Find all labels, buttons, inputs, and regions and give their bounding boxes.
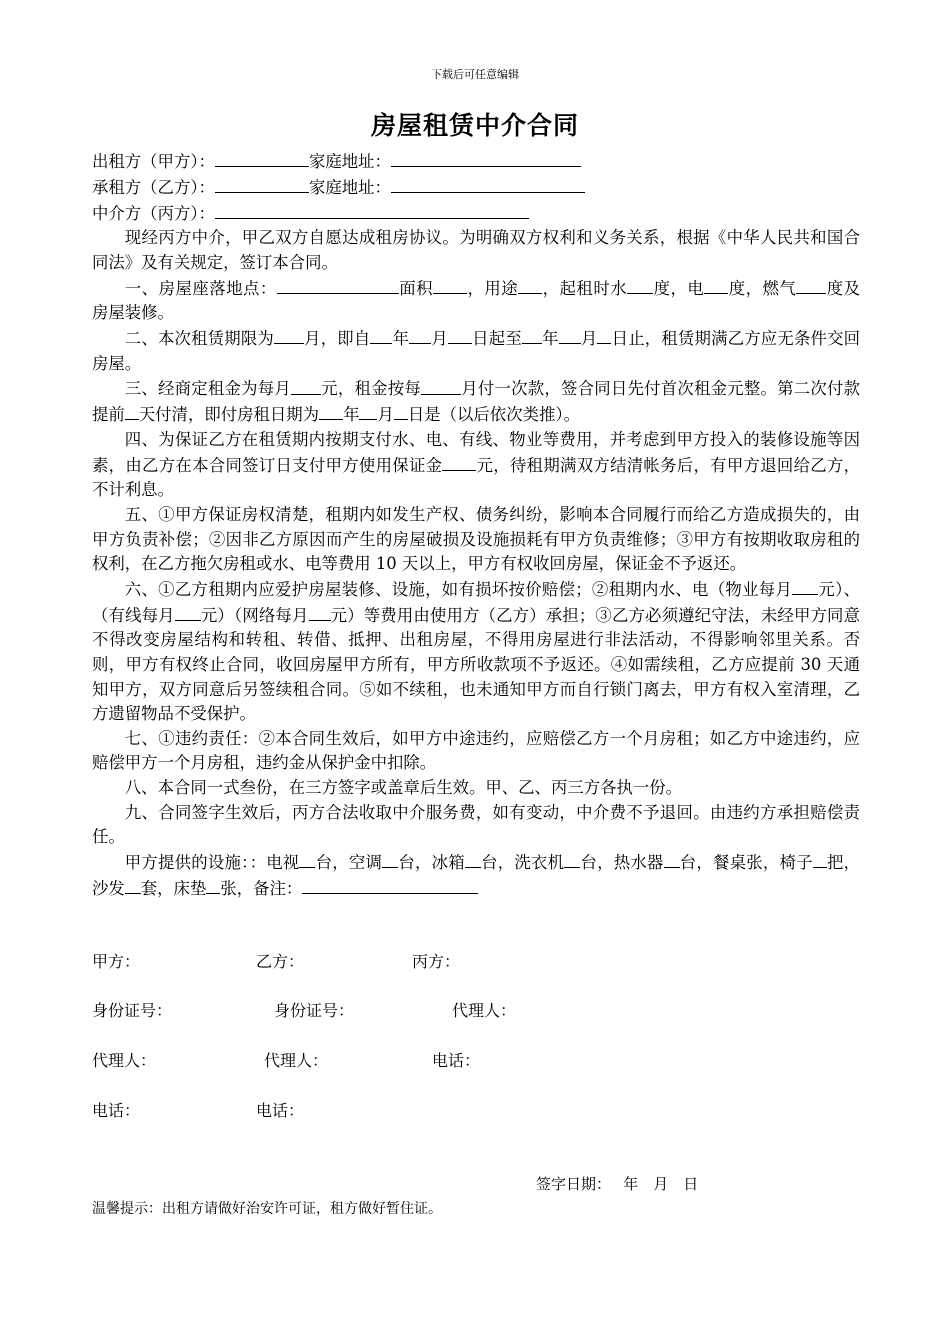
lessor-address-blank [391, 149, 581, 167]
pay-day-blank [394, 402, 408, 420]
facilities-paragraph [92, 850, 860, 902]
clause-3-text: 年 [343, 405, 360, 425]
clause-2-text: 年 [541, 329, 559, 349]
clause-1-text: 一、房屋座落地点： [124, 278, 277, 298]
clause-2-text: 二、本次租赁期限为 [124, 329, 274, 349]
term-months-blank [274, 326, 304, 344]
rent-amount-blank [291, 376, 321, 394]
header-note: 下载后可任意编辑 [431, 68, 519, 81]
clause-2-text: 月 [580, 329, 598, 349]
agent-line [92, 201, 860, 227]
party-c-label: 丙方： [412, 952, 461, 971]
party-b-phone-label: 电话： [256, 1101, 305, 1120]
party-a-id-label: 身份证号： [92, 1001, 173, 1020]
tv-blank [299, 850, 315, 868]
clause-3-text: 月付一次款，签合同日先付首次租金元整。第二次付款提前 [92, 379, 861, 425]
party-c-agent-label: 代理人： [452, 1001, 517, 1020]
clause-2 [92, 326, 860, 376]
network-fee-blank [309, 603, 331, 621]
clause-3-text: 元，租金按每 [321, 379, 422, 399]
clause-1-text: 度及房屋装修。 [92, 278, 861, 323]
end-day-blank [597, 326, 611, 344]
clause-3-text: 三、经商定租金为每月 [124, 379, 292, 399]
start-day-blank [448, 326, 472, 344]
remarks-blank [302, 876, 478, 894]
clause-8: 八、本合同一式叁份，在三方签字或盖章后生效。甲、乙、丙三方各执一份。 [124, 778, 683, 798]
facilities-text: 甲方提供的设施：：电视 [124, 853, 300, 873]
water-blank [627, 276, 653, 294]
sofa-blank [125, 876, 141, 894]
facilities-text: 台，热水器 [580, 853, 664, 873]
clause-1-text: 度，燃气 [728, 278, 797, 298]
clause-2-text: 日止，租赁期满乙方应无条件交回房屋。 [92, 329, 861, 373]
clause-3-text: 日是（以后依次类推）。 [407, 405, 580, 425]
gas-blank [796, 276, 826, 294]
clause-5: 五、①甲方保证房权清楚，租期内如发生产权、债务纠纷，影响本合同履行而给乙方造成损失的，由甲方负责补偿；②因非乙方原因而产生的房屋破损及设施损耗有甲方负责维修；③甲方有按期收取房租的权利，在乙方拖欠房租或水、电等费用 10 天以上，甲方有权收回房屋，保证金不予返还。 [92, 505, 860, 574]
document-title: 房屋租赁中介合同 [370, 111, 579, 140]
party-a-phone-label: 电话： [92, 1101, 141, 1120]
lessor-address-label: 家庭地址： [308, 152, 391, 172]
facilities-text: 台，餐桌张，椅子 [679, 853, 813, 873]
lessee-address-blank [391, 175, 585, 193]
pay-month-blank [359, 402, 377, 420]
lessor-name-blank [215, 149, 309, 167]
clause-2-text: 年 [392, 329, 410, 349]
clause-2-text: 月，即自 [303, 329, 371, 349]
clause-1 [92, 276, 860, 326]
lessor-label: 出租方（甲方）： [92, 152, 215, 172]
party-c-phone-label: 电话： [432, 1051, 481, 1070]
facilities-text: 台，空调 [315, 853, 383, 873]
lessor-line [92, 149, 860, 175]
clause-6-text: 元）等费用由使用方（乙方）承担；③乙方必须遵纪守法，未经甲方同意不得改变房屋结构和转租、转借、抵押、出租房屋，不得用房屋进行非法活动，不得影响邻里关系。否则，甲方有权终止合同，收回房屋甲方所有，甲方所收款项不予返还。④如需续租，乙方应提前 30 天通知甲方，双方同意后另签续租合同。⑤如不续租，也未通知甲方而自行锁门离去，甲方有权入室清理，乙方遗留物品不受保护。 [92, 605, 860, 724]
clause-1-text: ，起租时水 [542, 278, 628, 298]
usage-blank [518, 276, 542, 294]
mattress-blank [206, 876, 220, 894]
facilities-text: 把，沙发 [92, 853, 861, 898]
facilities-text: 张，备注： [220, 878, 303, 898]
end-month-blank [559, 326, 581, 344]
area-blank [433, 276, 467, 294]
clause-4 [92, 428, 860, 503]
sign-date: 签字日期： 年 月 日 [536, 1175, 699, 1193]
cable-fee-blank [175, 603, 201, 621]
contract-body [92, 149, 860, 901]
payment-cycle-blank [421, 376, 461, 394]
clause-3-text: 月 [377, 405, 394, 425]
clause-7: 七、①违约责任：②本合同生效后，如甲方中途违约，应赔偿乙方一个月房租；如乙方中途违约，应赔偿甲方一个月房租，违约金从保护金中扣除。 [92, 728, 860, 773]
lessee-line [92, 175, 860, 201]
clause-4-text: 四、为保证乙方在租赁期内按期支付水、电、有线、物业等费用，并考虑到甲方投入的装修设施等因素，由乙方在本合同签订日支付甲方使用保证金 [92, 430, 860, 475]
facilities-text: 台，洗衣机 [480, 853, 565, 873]
clause-6-text: 元）（网络每月 [200, 605, 309, 625]
deposit-blank [442, 453, 476, 471]
warm-tip: 温馨提示：出租方请做好治安许可证，租方做好暂住证。 [92, 1201, 442, 1217]
party-b-id-label: 身份证号： [274, 1001, 355, 1020]
clause-6-text: 六、①乙方租期内应爱护房屋装修、设施，如有损坏按价赔偿；②租期内水、电（物业每月 [124, 580, 793, 600]
party-b-agent-label: 代理人： [264, 1051, 329, 1070]
washer-blank [564, 850, 580, 868]
property-fee-blank [792, 577, 818, 595]
pay-year-blank [319, 402, 343, 420]
location-blank [277, 276, 399, 294]
agent-name-blank [215, 201, 529, 219]
clause-1-text: 面积 [398, 278, 434, 298]
party-a-agent-label: 代理人： [92, 1051, 157, 1070]
end-year-blank [522, 326, 542, 344]
electricity-blank [704, 276, 728, 294]
clause-2-text: 日起至 [471, 329, 522, 349]
lessee-label: 承租方（乙方）： [92, 178, 215, 198]
facilities-text: 套，床垫 [140, 878, 207, 898]
clause-3 [92, 376, 860, 428]
clause-1-text: 度，电 [653, 278, 705, 298]
start-month-blank [409, 326, 431, 344]
ac-blank [382, 850, 398, 868]
agent-label: 中介方（丙方）： [92, 203, 215, 223]
clause-6-text: 元）、（有线每月 [92, 580, 860, 625]
lessee-address-label: 家庭地址： [308, 178, 391, 198]
lessee-name-blank [215, 175, 309, 193]
clause-9: 九、合同签字生效后，丙方合法收取中介服务费，如有变动，中介费不予退回。由违约方承担赔偿责任。 [92, 802, 860, 847]
party-b-label: 乙方： [256, 952, 305, 971]
clause-3-text: 天付清，即付房租日期为 [138, 405, 320, 425]
advance-days-blank [125, 402, 139, 420]
clause-6 [92, 577, 860, 727]
party-a-label: 甲方： [92, 952, 141, 971]
start-year-blank [370, 326, 392, 344]
heater-blank [664, 850, 680, 868]
fridge-blank [465, 850, 481, 868]
facilities-text: 台，冰箱 [398, 853, 465, 873]
intro-paragraph: 现经丙方中介，甲乙双方自愿达成租房协议。为明确双方权利和义务关系，根据《中华人民共和国合同法》及有关规定，签订本合同。 [92, 228, 860, 273]
clause-2-text: 月 [431, 329, 448, 349]
clause-4-text: 元，待租期满双方结清帐务后，有甲方退回给乙方，不计利息。 [92, 455, 861, 500]
chair-blank [813, 850, 827, 868]
clause-1-text: ，用途 [467, 278, 519, 298]
